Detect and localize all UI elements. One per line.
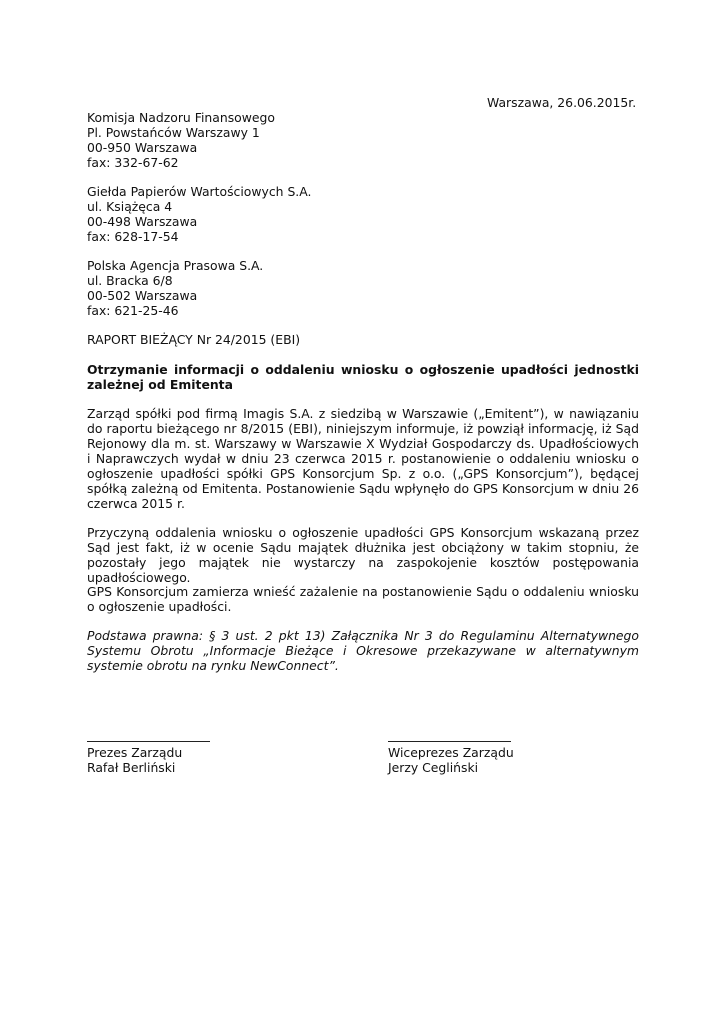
recipient-line: Polska Agencja Prasowa S.A. [87, 258, 264, 273]
recipient-line: 00-502 Warszawa [87, 288, 198, 303]
signature-vice-president [388, 745, 514, 775]
recipient-gpw [87, 184, 639, 244]
signature-line-president [87, 741, 210, 742]
signature-title: Prezes Zarządu [87, 745, 183, 760]
recipient-line: 00-498 Warszawa [87, 214, 198, 229]
report-subject: Otrzymanie informacji o oddaleniu wniosku o ogłoszenie upadłości jednostki zależnej od Emitenta [87, 362, 639, 392]
legal-basis: Podstawa prawna: § 3 ust. 2 pkt 13) Załącznika Nr 3 do Regulaminu Alternatywnego Systemu Obrotu „Informacje Bieżące i Okresowe przekazywane w alternatywnym systemie obrotu na rynku NewConnect”. [87, 628, 639, 673]
body-paragraph-3: GPS Konsorcjum zamierza wnieść zażalenie na postanowienie Sądu o oddaleniu wniosku o ogłoszenie upadłości. [87, 584, 639, 614]
signature-line-vice-president [388, 741, 511, 742]
signature-name: Rafał Berliński [87, 760, 176, 775]
recipient-line: Pl. Powstańców Warszawy 1 [87, 125, 260, 140]
report-number: RAPORT BIEŻĄCY Nr 24/2015 (EBI) [87, 332, 301, 347]
recipient-line: Komisja Nadzoru Finansowego [87, 110, 275, 125]
recipient-line: ul. Książęca 4 [87, 199, 173, 214]
recipient-line: fax: 332-67-62 [87, 155, 179, 170]
recipient-knf [87, 110, 639, 170]
recipient-line: fax: 628-17-54 [87, 229, 179, 244]
recipient-line: Giełda Papierów Wartościowych S.A. [87, 184, 312, 199]
recipient-line: 00-950 Warszawa [87, 140, 198, 155]
recipient-line: fax: 621-25-46 [87, 303, 179, 318]
body-paragraph-2: Przyczyną oddalenia wniosku o ogłoszenie upadłości GPS Konsorcjum wskazaną przez Sąd jest fakt, iż w ocenie Sądu majątek dłużnika jest obciążony w takim stopniu, że pozostały jego majątek nie wystarczy na zaspokojenie kosztów postępowania upadłościowego. [87, 525, 639, 585]
body-paragraph-1: Zarząd spółki pod firmą Imagis S.A. z siedzibą w Warszawie („Emitent”), w nawiązaniu do raportu bieżącego nr 8/2015 (EBI), niniejszym informuje, iż powziął informację, iż Sąd Rejonowy dla m. st. Warszawy w Warszawie X Wydział Gospodarczy ds. Upadłościowych i Naprawczych wydał w dniu 23 czerwca 2015 r. postanowienie o oddaleniu wniosku o ogłoszenie upadłości spółki GPS Konsorcjum Sp. z o.o. („GPS Konsorcjum”), będącej spółką zależną od Emitenta. Postanowienie Sądu wpłynęło do GPS Konsorcjum w dniu 26 czerwca 2015 r. [87, 406, 639, 511]
letter-date: Warszawa, 26.06.2015r. [487, 95, 637, 110]
signature-name: Jerzy Cegliński [388, 760, 479, 775]
recipient-pap [87, 258, 639, 318]
signature-title: Wiceprezes Zarządu [388, 745, 514, 760]
recipient-line: ul. Bracka 6/8 [87, 273, 173, 288]
signature-president [87, 745, 182, 775]
